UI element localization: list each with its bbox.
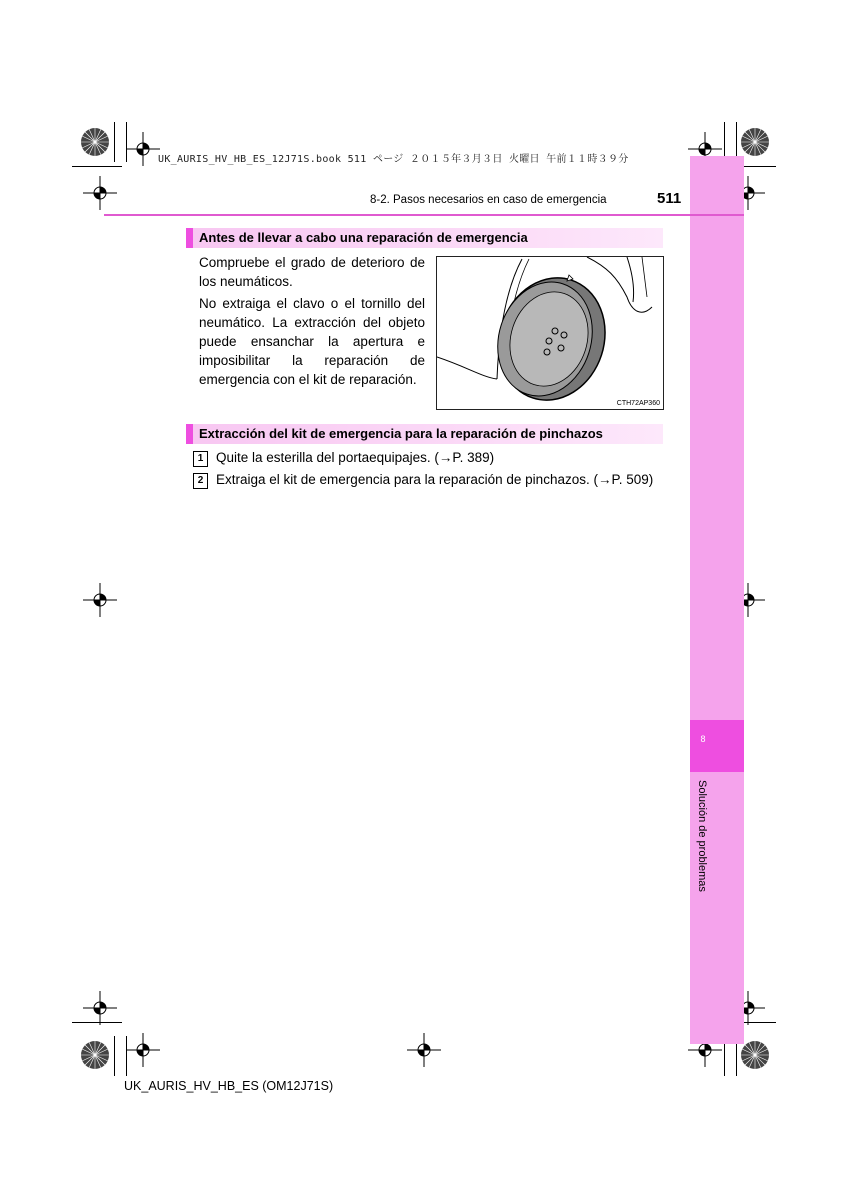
step-item xyxy=(193,472,653,489)
step-number: 1 xyxy=(193,451,208,467)
registration-mark xyxy=(83,583,117,617)
section-heading: Extracción del kit de emergencia para la reparación de pinchazos xyxy=(186,424,663,444)
section-header-title: 8-2. Pasos necesarios en caso de emergencia xyxy=(370,194,607,206)
star-target-mark xyxy=(740,1040,770,1070)
header-rule xyxy=(104,214,744,216)
paragraph: Compruebe el grado de deterioro de los neumáticos. xyxy=(199,255,425,289)
registration-mark xyxy=(407,1033,441,1067)
page-number: 511 xyxy=(657,190,682,207)
crop-mark xyxy=(114,1036,115,1076)
tire-drawing xyxy=(437,257,664,410)
registration-mark xyxy=(126,1033,160,1067)
step-number: 2 xyxy=(193,473,208,489)
star-target-mark xyxy=(80,1040,110,1070)
paragraph: No extraiga el clavo o el tornillo del neumático. La extracción del objeto puede ensanchar la apertura e imposibilitar la reparación de emergencia con el kit de reparación. xyxy=(199,296,425,387)
crop-mark xyxy=(114,122,115,162)
registration-mark xyxy=(83,176,117,210)
registration-mark xyxy=(83,991,117,1025)
chapter-number: 8 xyxy=(700,734,706,744)
side-tab-band xyxy=(690,156,744,1044)
step-item xyxy=(193,450,494,467)
chapter-tab xyxy=(690,720,744,772)
step-text: Quite la esterilla del portaequipajes. (→P. 389) xyxy=(216,450,495,465)
chapter-label: Solución de problemas xyxy=(696,780,708,892)
star-target-mark xyxy=(740,127,770,157)
registration-mark xyxy=(126,132,160,166)
crop-mark xyxy=(72,166,122,167)
step-text: Extraiga el kit de emergencia para la reparación de pinchazos. (→P. 509) xyxy=(216,472,654,487)
tire-illustration xyxy=(436,256,664,410)
footer-code: UK_AURIS_HV_HB_ES (OM12J71S) xyxy=(124,1079,334,1093)
print-metadata: UK_AURIS_HV_HB_ES_12J71S.book 511 ページ ２０１５年３月３日 火曜日 午前１１時３９分 xyxy=(158,154,629,165)
star-target-mark xyxy=(80,127,110,157)
figure-code: CTH72AP360 xyxy=(616,400,660,407)
section-heading: Antes de llevar a cabo una reparación de emergencia xyxy=(186,228,663,248)
